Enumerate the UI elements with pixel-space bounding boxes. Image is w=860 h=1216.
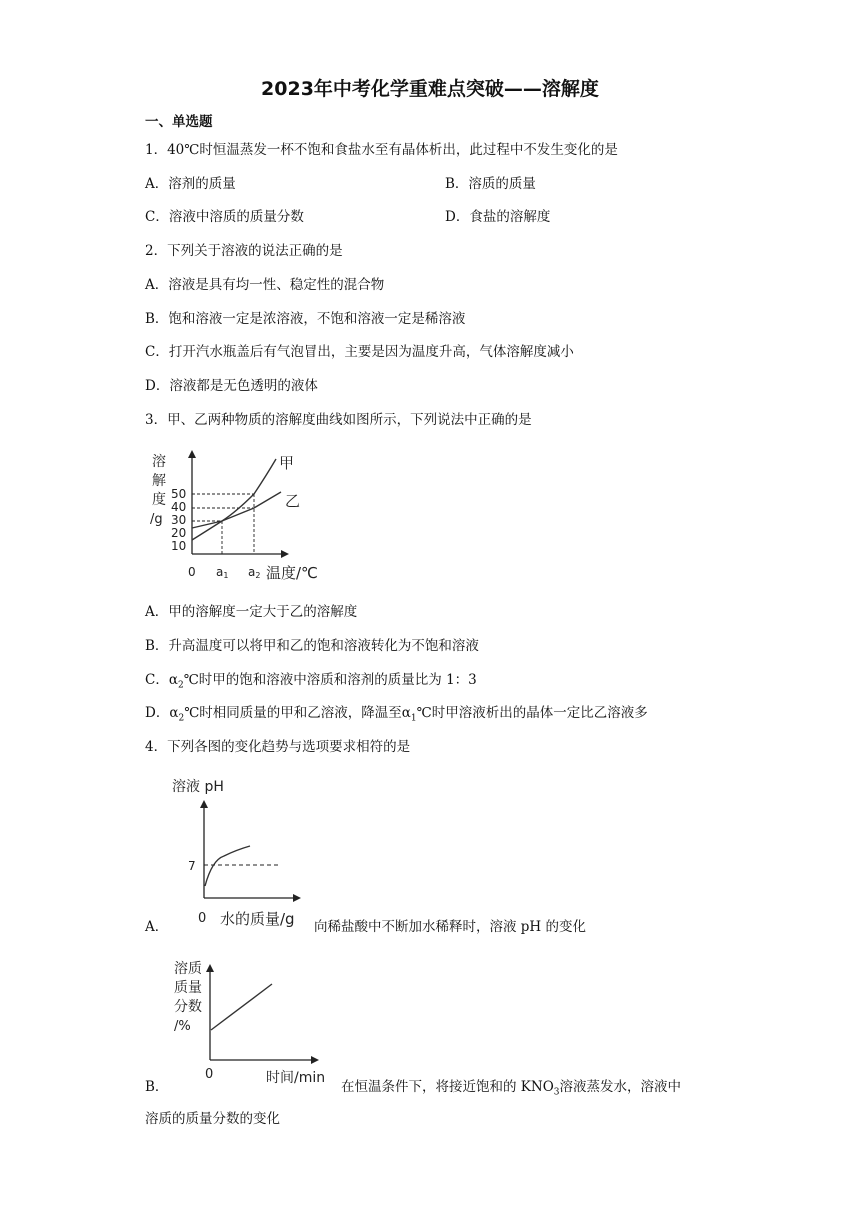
q4b-ylabel-line: 分数 — [174, 999, 202, 1015]
q4a-ytick: 7 — [188, 859, 196, 873]
q3-y-arrow — [188, 450, 196, 458]
q3-curve-yi-label: 乙 — [285, 492, 301, 510]
q4b-xlabel: 时间/min — [266, 1070, 326, 1084]
q1-option-c: C．溶液中溶质的质量分数 — [145, 209, 304, 225]
q1-option-b: B．溶质的质量 — [445, 176, 536, 192]
q3-ytick: 20 — [171, 526, 187, 540]
q3-curve-jia — [192, 459, 276, 540]
q3-curve-jia-label: 甲 — [279, 454, 295, 472]
q4b-origin: 0 — [205, 1067, 214, 1082]
q3-option-b: B．升高温度可以将甲和乙的饱和溶液转化为不饱和溶液 — [145, 638, 479, 654]
q3-ytick: 10 — [171, 539, 187, 553]
q2-stem: 2．下列关于溶液的说法正确的是 — [145, 243, 343, 259]
q4-option-b-label: B． — [145, 1079, 169, 1095]
q2-option-b: B．饱和溶液一定是浓溶液，不饱和溶液一定是稀溶液 — [145, 311, 466, 327]
q3-xlabel: 温度/℃ — [266, 564, 318, 582]
q3-ylabel-char: 溶 — [152, 454, 166, 470]
q4a-curve — [205, 846, 250, 886]
q3-option-a: A．甲的溶解度一定大于乙的溶解度 — [145, 604, 358, 620]
q1-option-a: A．溶剂的质量 — [145, 176, 236, 192]
q3-ylabel-char: 度 — [152, 492, 166, 508]
q3-stem: 3．甲、乙两种物质的溶解度曲线如图所示，下列说法中正确的是 — [145, 412, 532, 428]
solubility-curve-figure — [148, 448, 333, 586]
q3-x-arrow — [281, 550, 289, 558]
q4b-y-arrow — [206, 964, 214, 972]
q2-option-d: D．溶液都是无色透明的液体 — [145, 378, 318, 394]
q4-stem: 4．下列各图的变化趋势与选项要求相符的是 — [145, 739, 411, 755]
q4a-y-arrow — [200, 800, 208, 808]
q3-ylabel-char: 解 — [152, 473, 166, 489]
q3-ylabel-char: /g — [150, 512, 163, 527]
q4-option-b-text-line2: 溶质的质量分数的变化 — [145, 1111, 280, 1127]
q3-ytick: 40 — [171, 500, 187, 514]
q4a-x-arrow — [293, 894, 301, 902]
document-title: 2023年中考化学重难点突破——溶解度 — [261, 78, 599, 100]
q3-ytick: 30 — [171, 513, 187, 527]
q4-option-b-text: 在恒温条件下，将接近饱和的 $KNO_3$溶液蒸发水，溶液中 — [341, 1079, 681, 1098]
q3-origin: 0 — [188, 565, 196, 579]
q4-option-a-label: A． — [145, 919, 169, 935]
ph-change-figure — [168, 776, 308, 928]
q3-ytick: 50 — [171, 487, 187, 501]
q4a-ylabel: 溶液 pH — [172, 779, 224, 795]
q4a-xlabel: 水的质量/g — [220, 910, 295, 928]
q2-option-c: C．打开汽水瓶盖后有气泡冒出，主要是因为温度升高，气体溶解度减小 — [145, 344, 574, 360]
q4-option-a-text: 向稀盐酸中不断加水稀释时，溶液 pH 的变化 — [314, 919, 586, 935]
q2-option-a: A．溶液是具有均一性、稳定性的混合物 — [145, 277, 385, 293]
section-heading: 一、单选题 — [145, 114, 213, 130]
q1-option-d: D．食盐的溶解度 — [445, 209, 551, 225]
mass-fraction-figure — [168, 956, 330, 1084]
q3-xtick-a1: a1 — [216, 565, 229, 580]
q3-option-c: C．$\alpha_2℃$时甲的饱和溶液中溶质和溶剂的质量比为 1：3 — [145, 672, 477, 691]
q3-xtick-a2: a2 — [248, 565, 261, 580]
q4b-ylabel-line: 溶质 — [174, 961, 202, 977]
q4b-line — [211, 984, 272, 1030]
q4b-ylabel-line: /% — [174, 1019, 191, 1034]
q1-stem: 1．40℃时恒温蒸发一杯不饱和食盐水至有晶体析出，此过程中不发生变化的是 — [145, 142, 618, 158]
q4b-x-arrow — [311, 1056, 319, 1064]
q4a-origin: 0 — [198, 911, 207, 926]
q3-option-d: D．$\alpha_2℃$时相同质量的甲和乙溶液，降温至$\alpha_1℃$时甲溶液析出的晶体一定比乙溶液多 — [145, 705, 648, 724]
q4b-ylabel-line: 质量 — [174, 980, 202, 996]
